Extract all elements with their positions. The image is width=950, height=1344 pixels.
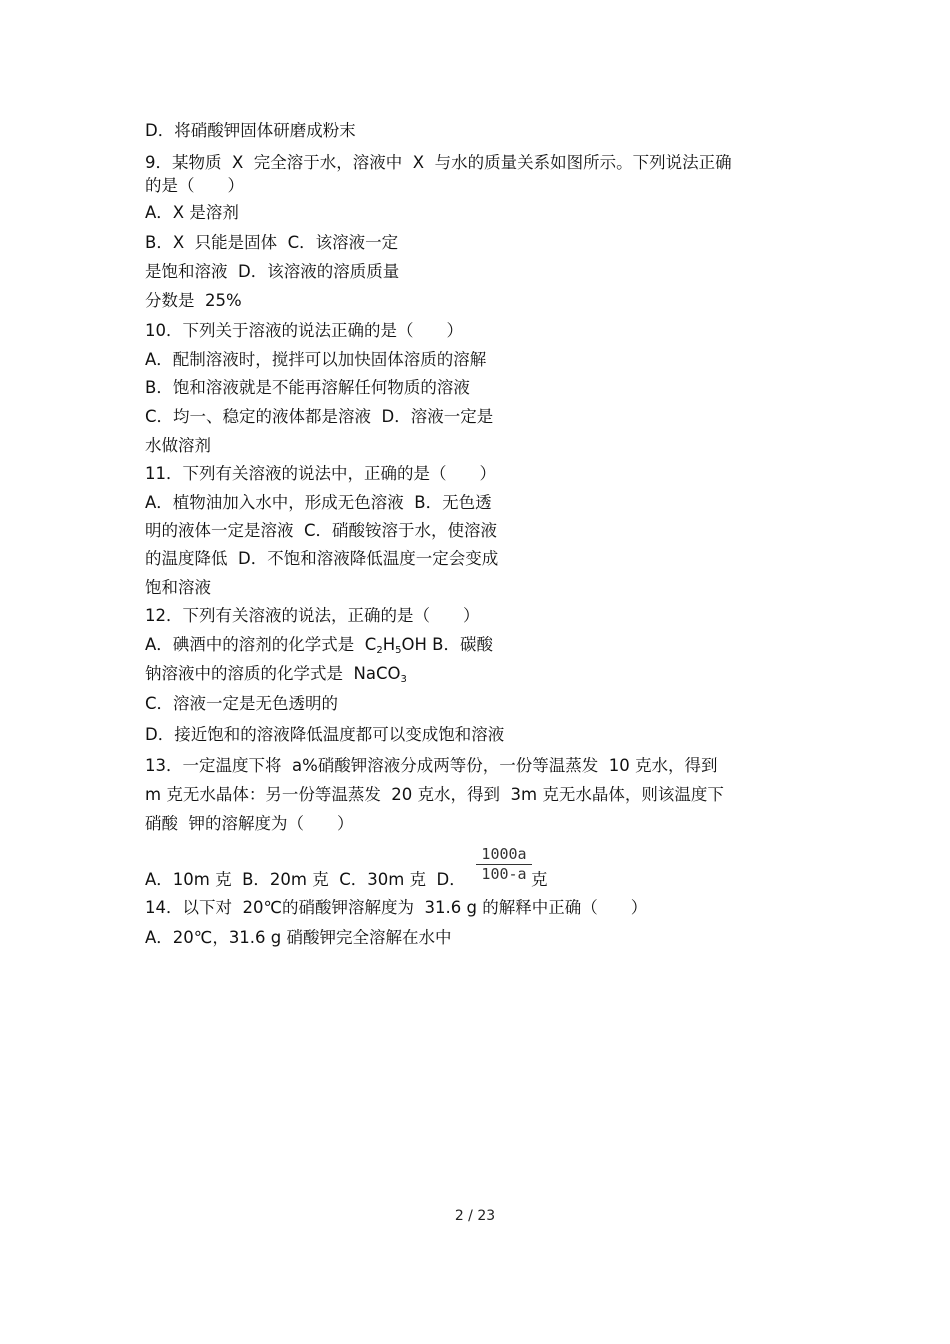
option-line: B．饱和溶液就是不能再溶解任何物质的溶液: [145, 378, 470, 397]
option-line: D．将硝酸钾固体研磨成粉末: [145, 121, 356, 140]
option-line: 饱和溶液: [145, 578, 211, 597]
question-12-stem: 12．下列有关溶液的说法，正确的是（ ）: [145, 606, 480, 625]
question-12-option-c: C．溶液一定是无色透明的: [145, 694, 339, 713]
unit-label: 克: [531, 870, 548, 889]
question-9-stem: 9．某物质 X 完全溶于水，溶液中 X 与水的质量关系如图所示。下列说法正确: [145, 153, 732, 172]
question-9-stem-cont: 的是（ ）: [145, 176, 244, 195]
option-line: B．X 只能是固体 C．该溶液一定: [145, 233, 399, 252]
option-line: 是饱和溶液 D．该溶液的溶质质量: [145, 262, 400, 281]
question-12-option-b: 钠溶液中的溶质的化学式是 NaCO$_3$: [145, 664, 407, 685]
question-13-stem-cont: 硝酸 钾的溶解度为（ ）: [145, 814, 354, 833]
question-14-stem: 14．以下对 20℃的硝酸钾溶解度为 31.6 g 的解释中正确（ ）: [145, 898, 648, 917]
fraction-formula: [476, 846, 532, 883]
option-line: A．配制溶液时，搅拌可以加快固体溶质的溶解: [145, 350, 487, 369]
option-line: A．X 是溶剂: [145, 203, 239, 222]
question-13-stem: 13．一定温度下将 a%硝酸钾溶液分成两等份，一份等温蒸发 10 克水，得到: [145, 756, 718, 775]
question-12-option-a: A．碘酒中的溶剂的化学式是 $C_2H_5OH$ B．碳酸: [145, 635, 493, 656]
question-13-stem-cont: m 克无水晶体：另一份等温蒸发 20 克水，得到 3m 克无水晶体，则该温度下: [145, 785, 724, 804]
question-10-stem: 10．下列关于溶液的说法正确的是（ ）: [145, 321, 463, 340]
fraction-numerator: 1000a: [481, 845, 527, 863]
question-14-option-a: A．20℃，31.6 g 硝酸钾完全溶解在水中: [145, 928, 452, 947]
fraction-denominator: 100-a: [481, 865, 527, 883]
option-line: 分数是 25%: [145, 291, 242, 310]
question-13-options: A．10m 克 B．20m 克 C．30m 克 D．: [145, 870, 466, 889]
page-number: 2 / 23: [454, 1208, 496, 1224]
option-line: 明的液体一定是溶液 C．硝酸铵溶于水，使溶液: [145, 521, 498, 540]
question-11-stem: 11．下列有关溶液的说法中，正确的是（ ）: [145, 464, 496, 483]
option-line: A．植物油加入水中，形成无色溶液 B．无色透: [145, 493, 492, 512]
option-line: 的温度降低 D．不饱和溶液降低温度一定会变成: [145, 549, 499, 568]
question-12-option-d: D．接近饱和的溶液降低温度都可以变成饱和溶液: [145, 725, 505, 744]
option-line: 水做溶剂: [145, 436, 211, 455]
option-line: C．均一、稳定的液体都是溶液 D．溶液一定是: [145, 407, 494, 426]
